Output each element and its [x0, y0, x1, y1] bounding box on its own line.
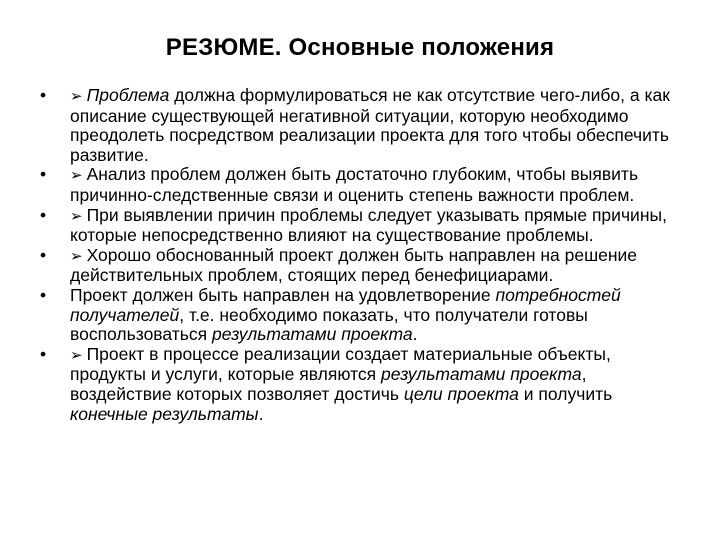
- arrow-bullet-icon: ➢: [70, 87, 83, 105]
- bullet-item: [40, 246, 680, 286]
- bullet-item: [40, 206, 680, 246]
- bullet-item: [40, 345, 680, 424]
- arrow-bullet-icon: ➢: [70, 166, 83, 185]
- arrow-bullet-icon: ➢: [70, 345, 83, 364]
- bullet-item: [40, 165, 680, 205]
- body-text: Проект должен быть направлен на удовлетворение: [70, 284, 496, 305]
- emphasis-text: потребностей получателей: [70, 284, 621, 325]
- bullet-item: [40, 286, 680, 345]
- arrow-bullet-icon: ➢: [70, 246, 83, 265]
- emphasis-text: цели проекта: [403, 383, 519, 404]
- bullet-dot-icon: •: [40, 164, 47, 185]
- bullet-dot-icon: •: [40, 204, 47, 225]
- body-text: Анализ проблем должен быть достаточно глубоким, чтобы выявить причинно-следственные связи и оценить степень важности проблем.: [70, 164, 639, 205]
- bullet-dot-icon: •: [40, 284, 47, 305]
- bullet-dot-icon: •: [40, 244, 47, 265]
- body-text: .: [412, 324, 418, 345]
- emphasis-text: Проблема: [86, 85, 170, 105]
- bullet-item: [40, 86, 680, 165]
- body-text: Хорошо обоснованный проект должен быть направлен на решение действительных проблем, стоящих перед бенефициарами.: [70, 244, 638, 286]
- slide-title: РЕЗЮМЕ. Основные положения: [165, 34, 555, 61]
- emphasis-text: конечные результаты: [70, 403, 259, 424]
- body-text: Проект в процессе реализации создает материальные объекты, продукты и услуги, которые являются: [70, 343, 611, 385]
- bullet-list: [40, 86, 680, 424]
- arrow-bullet-icon: ➢: [70, 206, 83, 225]
- body-text: .: [258, 403, 264, 424]
- bullet-dot-icon: •: [40, 85, 47, 105]
- body-text: должна формулироваться не как отсутствие чего-либо, а как описание существующей негативной ситуации, которую необходимо преодолеть посредством реализации проекта для того чтобы обеспечить развитие.: [70, 85, 670, 165]
- body-text: При выявлении причин проблемы следует указывать прямые причины, которые непосредственно влияют на существование проблемы.: [70, 204, 667, 246]
- body-text: , воздействие которых позволяет достичь: [70, 364, 587, 404]
- bullet-dot-icon: •: [40, 343, 47, 364]
- emphasis-text: результатами проекта: [380, 364, 582, 385]
- emphasis-text: результатами проекта: [211, 324, 413, 345]
- body-text: , т.е. необходимо показать, что получатели готовы воспользоваться: [70, 304, 588, 345]
- body-text: и получить: [518, 383, 613, 404]
